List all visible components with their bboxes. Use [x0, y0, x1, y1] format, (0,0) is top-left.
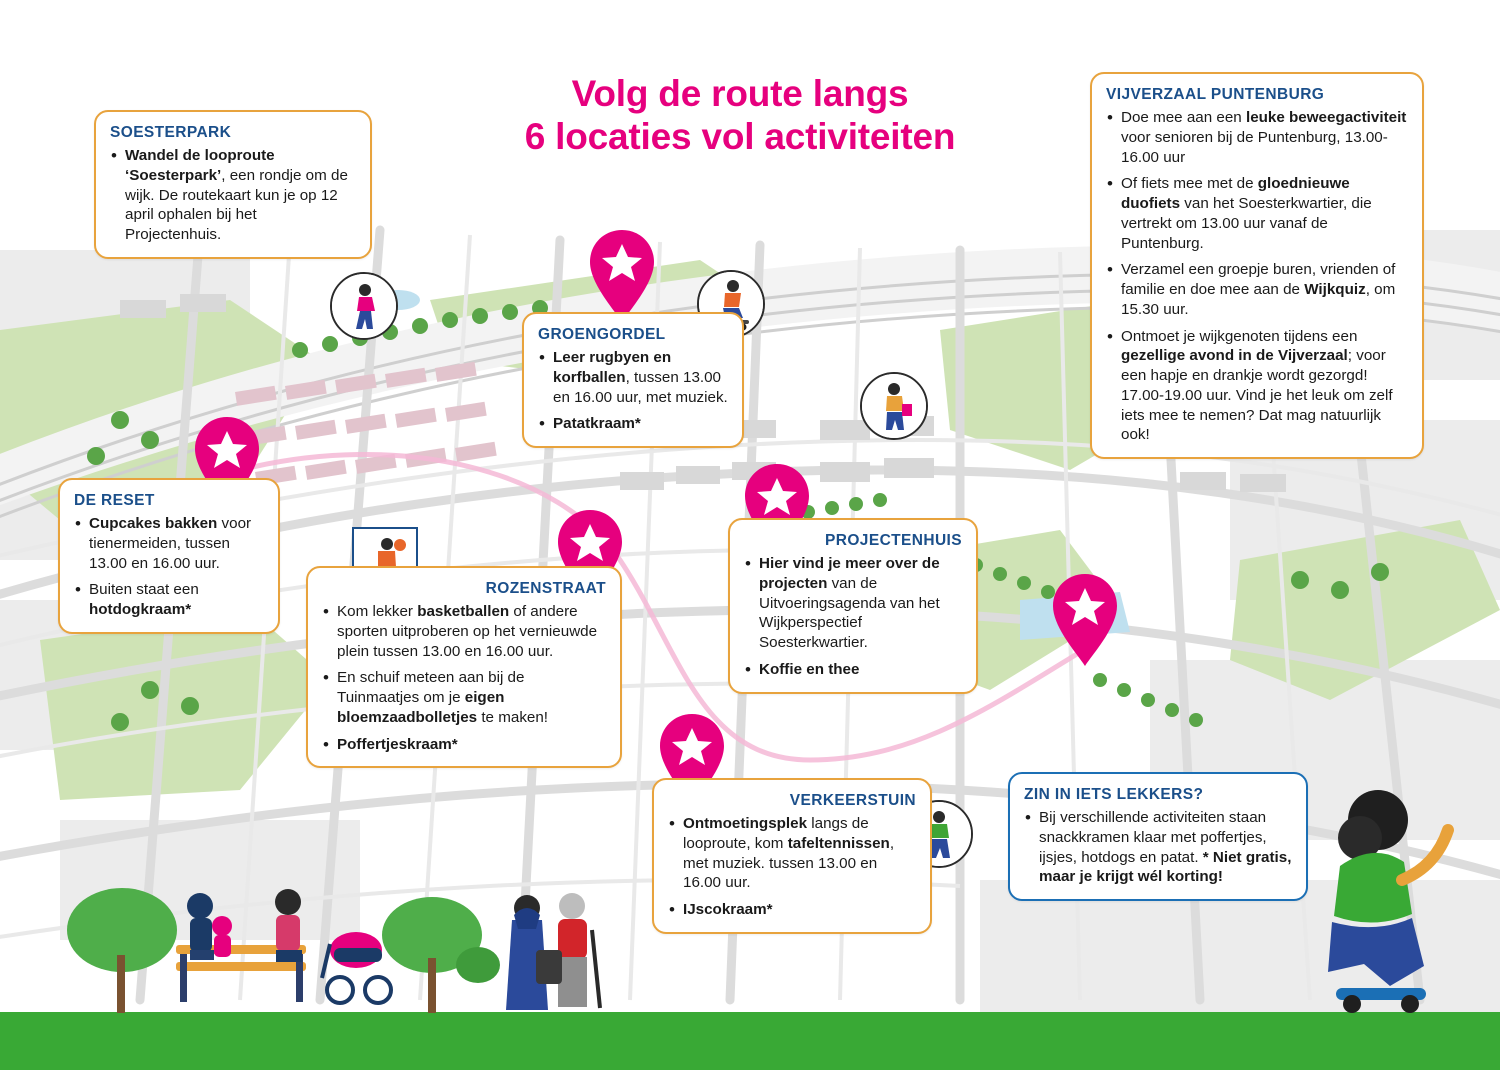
callout-list-verkeerstuin: [668, 814, 916, 920]
list-item: • Poffertjeskraam*: [322, 735, 606, 755]
callout-heading-groengordel: GROENGORDEL: [538, 326, 666, 343]
list-item: • Ontmoetingsplek langs de looproute, kom tafeltennissen, met muziek. tussen 13.00 en 16.00 uur.: [668, 814, 916, 893]
list-item: • Wandel de looproute ‘Soesterpark’, een rondje om de wijk. De routekaart kun je op 12 april ophalen bij het Projectenhuis.: [110, 146, 356, 245]
list-item: • Leer rugbyen en korfballen, tussen 13.00 en 16.00 uur, met muziek.: [538, 348, 728, 407]
pin-vijverzaal[interactable]: [1048, 572, 1122, 668]
callout-vijverzaal-puntenburg[interactable]: [1090, 72, 1424, 459]
callout-list-de-reset: [74, 514, 264, 620]
list-item: • Cupcakes bakken voor tienermeiden, tussen 13.00 en 16.00 uur.: [74, 514, 264, 573]
callout-groengordel[interactable]: [522, 312, 744, 448]
callout-list-projectenhuis: [744, 554, 962, 680]
callout-list-vijverzaal: [1106, 108, 1408, 445]
callout-rozenstraat[interactable]: [306, 566, 622, 768]
list-item: • Doe mee aan een leuke beweegactiviteit voor senioren bij de Puntenburg, 13.00-16.00 uur: [1106, 108, 1408, 167]
callout-projectenhuis[interactable]: [728, 518, 978, 694]
title-line-1: Volg de route langs: [571, 73, 909, 114]
list-item: • Patatkraam*: [538, 414, 728, 434]
callout-heading-soesterpark: SOESTERPARK: [110, 124, 232, 141]
callout-heading-rozenstraat: ROZENSTRAAT: [485, 580, 606, 597]
marker-shopper[interactable]: [860, 372, 928, 440]
callout-list-lekkers: [1024, 808, 1292, 887]
callout-heading-de-reset: DE RESET: [74, 492, 155, 509]
list-item: • Kom lekker basketballen of andere sporten uitproberen op het vernieuwde plein tussen 13.00 en 16.00 uur.: [322, 602, 606, 661]
list-item: • Buiten staat een hotdogkraam*: [74, 580, 264, 620]
marker-walker[interactable]: [330, 272, 398, 340]
callout-list-groengordel: [538, 348, 728, 434]
list-item: • Of fiets mee met de gloednieuwe duofiets van het Soesterkwartier, die vertrekt om 13.00 uur vanaf de Puntenburg.: [1106, 174, 1408, 253]
pin-groengordel[interactable]: [585, 228, 659, 324]
page-title: [420, 72, 1060, 159]
list-item: • Koffie en thee: [744, 660, 962, 680]
list-item: • Hier vind je meer over de projecten van de Uitvoeringsagenda van het Wijkperspectief Soesterkwartier.: [744, 554, 962, 653]
bottom-green-strip: [0, 1024, 1500, 1070]
callout-heading-vijverzaal: VIJVERZAAL PUNTENBURG: [1106, 86, 1325, 103]
callout-heading-projectenhuis: PROJECTENHUIS: [825, 532, 962, 549]
list-item: • Bij verschillende activiteiten staan snackkramen klaar met poffertjes, ijsjes, hotdogs en patat. * Niet gratis, maar je krijgt wél korting!: [1024, 808, 1292, 887]
list-item: • Verzamel een groepje buren, vrienden of familie en doe mee aan de Wijkquiz, om 15.30 uur.: [1106, 260, 1408, 319]
list-item: • Ontmoet je wijkgenoten tijdens een gezellige avond in de Vijverzaal; voor een hapje en drankje wordt gezorgd! 17.00-19.00 uur. Vind je het leuk om zelf iets mee te nemen? Dat mag natuurlijk ook!: [1106, 327, 1408, 446]
list-item: • IJscokraam*: [668, 900, 916, 920]
callout-list-soesterpark: [110, 146, 356, 245]
callout-heading-lekkers: ZIN IN IETS LEKKERS?: [1024, 786, 1204, 803]
callout-list-rozenstraat: [322, 602, 606, 754]
callout-verkeerstuin[interactable]: [652, 778, 932, 934]
callout-soesterpark[interactable]: [94, 110, 372, 259]
list-item: • En schuif meteen aan bij de Tuinmaatjes om je eigen bloemzaadbolletjes te maken!: [322, 668, 606, 727]
callout-zin-in-iets-lekkers[interactable]: [1008, 772, 1308, 901]
title-line-2: 6 locaties vol activiteiten: [524, 116, 956, 158]
callout-de-reset[interactable]: [58, 478, 280, 634]
callout-heading-verkeerstuin: VERKEERSTUIN: [789, 792, 916, 809]
